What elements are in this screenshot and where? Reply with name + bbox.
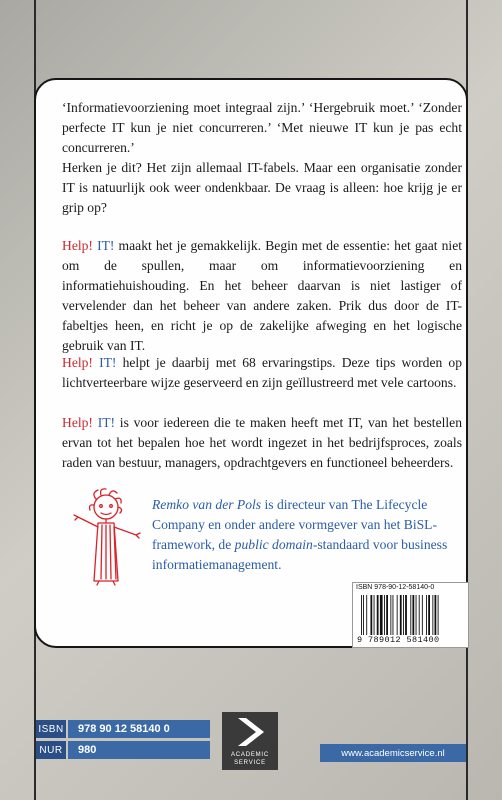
barcode-bar	[438, 595, 439, 635]
barcode	[352, 582, 469, 648]
title-it: IT!	[99, 355, 117, 370]
barcode-bar	[363, 595, 364, 635]
barcode-digits: 9 789012 581400	[357, 635, 440, 645]
author-cartoon-icon	[68, 485, 146, 587]
barcode-bar	[374, 595, 375, 635]
isbn-label: ISBN	[36, 720, 66, 738]
barcode-bar	[377, 595, 379, 635]
blurb-paragraph-intro	[62, 98, 462, 218]
publisher-name-line2: SERVICE	[234, 760, 266, 766]
barcode-bar	[426, 595, 427, 635]
barcode-bar	[428, 595, 430, 635]
barcode-bar	[386, 595, 388, 635]
barcode-bar	[412, 595, 414, 635]
author-bio-text-end: -standaard voor business informatiemanagement.	[152, 537, 448, 572]
barcode-bar	[384, 595, 385, 635]
barcode-bar	[403, 595, 404, 635]
barcode-bar	[435, 595, 437, 635]
title-it: IT!	[97, 415, 116, 430]
title-help: Help!	[62, 355, 93, 370]
author-bio	[152, 495, 457, 575]
fables-quotes: ‘Informatievoorziening moet integraal zijn.’ ‘Hergebruik moet.’ ‘Zonder perfecte IT kun je niet concurreren.’ ‘Met nieuwe IT kun je pas echt concurreren.’	[62, 100, 462, 155]
blurb-paragraph-2	[62, 236, 462, 356]
title-help: Help!	[62, 415, 93, 430]
paragraph-4-text: is voor iedereen die te maken heeft met IT, van het bestellen ervan tot het bepalen hoe het wordt ingezet in het bedrijfsproces, zoals raden van bestuur, managers, opdrachtgevers en functioneel beheerders.	[62, 415, 462, 470]
fables-question: Herken je dit? Het zijn allemaal IT-fabels. Maar een organisatie zonder IT is natuurlijk ook weer ondenkbaar. De vraag is alleen: hoe krijg je er grip op?	[62, 160, 462, 215]
barcode-bar	[416, 595, 417, 635]
barcode-bar	[390, 595, 391, 635]
barcode-bar	[432, 595, 433, 635]
nur-value: 980	[68, 741, 210, 759]
barcode-bar	[366, 595, 367, 635]
publisher-name-line1: ACADEMIC	[230, 752, 270, 758]
barcode-bar	[422, 595, 423, 635]
barcode-bar	[410, 595, 411, 635]
author-bio-text: is directeur van The Lifecycle Company en onder andere vormgever van het BiSL-framework, de	[152, 497, 438, 552]
chevron-logo-icon	[222, 712, 278, 752]
paragraph-3-text: helpt je daarbij met 68 ervaringstips. Deze tips worden op lichtverteerbare wijze geserveerd en zijn geïllustreerd met vele cartoons.	[62, 355, 463, 390]
barcode-bar	[400, 595, 402, 635]
barcode-bar	[397, 595, 398, 635]
barcode-bar	[361, 595, 362, 635]
title-help: Help!	[62, 238, 93, 253]
isbn-value: 978 90 12 58140 0	[68, 720, 210, 738]
publisher-url[interactable]: www.academicservice.nl	[320, 744, 466, 762]
barcode-isbn-text: ISBN 978-90-12-58140-0	[356, 584, 435, 591]
barcode-bar	[393, 595, 394, 635]
author-bio-emphasis: public domain	[234, 537, 313, 552]
barcode-bar	[419, 595, 420, 635]
barcode-bar	[405, 595, 407, 635]
title-it: IT!	[97, 238, 115, 253]
nur-label: NUR	[36, 741, 66, 759]
barcode-bar	[370, 595, 372, 635]
blurb-paragraph-4	[62, 413, 462, 473]
barcode-bars	[361, 595, 461, 635]
author-name: Remko van der Pols	[152, 497, 262, 512]
barcode-bar	[380, 595, 383, 635]
publisher-logo	[222, 712, 278, 770]
blurb-paragraph-3	[62, 353, 462, 393]
paragraph-2-text: maakt het je gemakkelijk. Begin met de essentie: het gaat niet om de spullen, maar om informatievoorziening en informatiehuishouding. En het beheer daarvan is niet lastiger of vervelender dan het beheer van andere zaken. Prik dus door de IT-fabeltjes heen, en richt je op de zakelijke afweging en het logische gebruik van IT.	[62, 238, 463, 353]
